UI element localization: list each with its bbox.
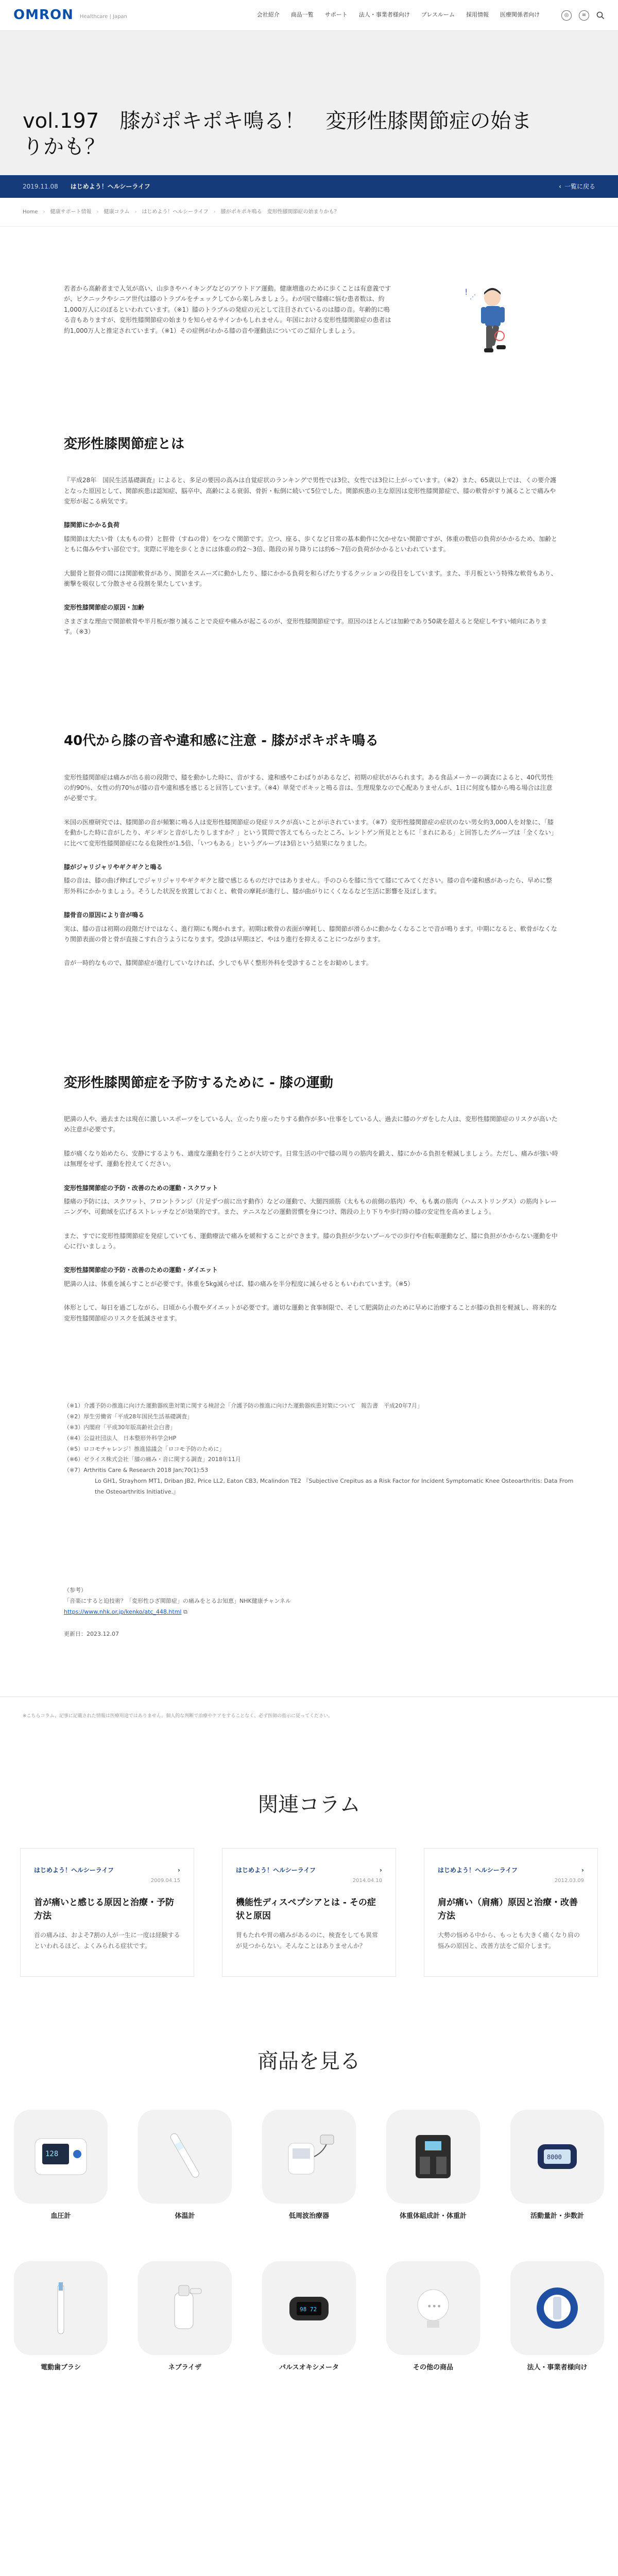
article-body xyxy=(41,283,577,1640)
card-header xyxy=(438,1865,584,1875)
breadcrumb-health-column[interactable]: 健康コラム xyxy=(104,209,130,215)
chevron-right-icon: › xyxy=(178,1866,180,1874)
nav-item-business[interactable]: 法人・事業者様向け xyxy=(358,11,410,19)
section-heading: 変形性膝関節症を予防するために - 膝の運動 xyxy=(64,1075,333,1091)
paragraph: 膝関節は大たい骨（太ももの骨）と脛骨（すねの骨）をつなぐ関節です。立つ、座る、歩くなど日常の基本動作に欠かせない関節ですが、体重の数倍の負荷がかかるため、加齢とともに傷みやすい部位です。実際に平地を歩くときには体重の約2〜3倍、階段の昇り降りには約6〜7倍の負荷がかかるといわれています。 xyxy=(64,535,558,553)
product-thermometer[interactable] xyxy=(138,2110,232,2222)
products-grid xyxy=(0,2110,618,2374)
subheading: 膝関節にかかる負荷 xyxy=(64,521,120,529)
chevron-left-icon: ‹ xyxy=(559,182,561,190)
paragraph: 膝の音は、膝の曲げ伸ばしでジャリジャリやギクギクと膝で感じるものだけではありません。手のひらを膝に当てて膝にてみてください。膝の音や違和感があったら、早めに整形外科にかかりましょう。そうした状況を放置しておくと、軟骨の摩耗が進行し、膝が曲がりにくくなるなど生活に影響を及ぼします。 xyxy=(64,877,553,895)
product-label: 活動量計・歩数計 xyxy=(530,2212,584,2220)
card-date: 2014.04.10 xyxy=(352,1878,382,1884)
page-title: vol.197 膝がポキポキ鳴る！ 変形性膝関節症の始まりかも？ xyxy=(23,109,532,159)
card-title: 首が痛いと感じる原因と治療・予防方法 xyxy=(34,1897,174,1921)
related-card[interactable] xyxy=(222,1848,396,1977)
product-label: 法人・事業者様向け xyxy=(527,2363,588,2371)
nav-item-medical[interactable]: 医療関係者向け xyxy=(500,11,540,19)
header-icons xyxy=(561,10,605,21)
disclaimer-text: ※こちらコラム、記事に記載された情報は医療用途ではありません。個人的な判断で治療やケアをすることなく、必ず医師の指示に従ってください。 xyxy=(23,1713,333,1719)
card-title: 肩が痛い（肩痛）原因と治療・改善方法 xyxy=(438,1897,578,1921)
product-label: 体温計 xyxy=(175,2212,195,2220)
product-label: 低周波治療器 xyxy=(288,2212,329,2220)
sources-text: 「音楽にすると迫技術？「変形性ひざ関節症」の痛みをとるお知恵」NHK健康チャンネル xyxy=(64,1597,291,1604)
related-cards xyxy=(0,1848,618,1977)
subheading: 変形性膝関節症の予防・改善のための運動・スクワット xyxy=(64,1184,218,1192)
reference-item: （※5）ロコモチャレンジ！推進協議会「ロコモ予防のために」 xyxy=(64,1445,225,1452)
subheading: 変形性膝関節症の予防・改善のための運動・ダイエット xyxy=(64,1266,218,1274)
updated-date: 更新日：2023.12.07 xyxy=(64,1630,119,1637)
electric-toothbrush-icon xyxy=(14,2261,108,2355)
product-pedometer[interactable] xyxy=(510,2110,604,2222)
product-label: ネブライザ xyxy=(168,2363,202,2371)
subheading: 膝がジャリジャリやギクギクと鳴る xyxy=(64,863,163,871)
paragraph: 実は、膝の音は初期の段階だけではなく、進行期にも聞かれます。初期は軟骨の表面が摩耗し、膝関節が滑らかに動かなくなることで音が鳴ります。中期になると、軟骨がなくなり関節表面の骨と骨が直接こすれ合うようになります。受診は早期ほど、やはり進行を抑えることにつながります。 xyxy=(64,925,557,943)
breadcrumb-separator-icon: › xyxy=(213,209,216,215)
svg-text:•••: ••• xyxy=(427,2301,442,2311)
product-pulse-oximeter[interactable] xyxy=(262,2261,356,2374)
paragraph: 肥満の人は、体重を減らすことが必要です。体重を5kg減らせば、膝の痛みを半分程度に減らせるともいわれています。（※5） xyxy=(64,1280,414,1287)
sources-label: （参考） xyxy=(64,1587,87,1594)
back-to-list-label: 一覧に戻る xyxy=(564,182,595,190)
product-label: 電動歯ブラシ xyxy=(40,2363,81,2371)
reference-item: （※4）公益社団法人 日本整形外科学会HP xyxy=(64,1434,177,1442)
back-to-list-link[interactable] xyxy=(559,181,595,192)
menu-icon[interactable]: ≡ xyxy=(579,10,589,21)
nebulizer-icon xyxy=(138,2261,232,2355)
product-label: 体重体組成計・体重計 xyxy=(399,2212,467,2220)
section-what-is-oa xyxy=(64,433,577,637)
section-knee-sounds xyxy=(64,730,577,968)
breadcrumb-health-support[interactable]: 健康サポート情報 xyxy=(50,209,92,215)
logo-subtitle: Healthcare | Japan xyxy=(79,14,127,20)
reference-item: （※3）内閣府「平成30年版高齢社会白書」 xyxy=(64,1423,176,1431)
breadcrumb-current: 膝がポキポキ鳴る 変形性膝関節症の始まりかも？ xyxy=(220,209,339,215)
card-excerpt: 大勢の悩める中から、もっとも大きく痛くなり肩の悩みの原因と、改善方法をご紹介します。 xyxy=(438,1931,580,1950)
body-composition-scale-icon xyxy=(386,2110,480,2204)
product-label: 血圧計 xyxy=(50,2212,71,2220)
svg-text:!: ! xyxy=(465,287,468,297)
card-title: 機能性ディスペプシアとは - その症状と原因 xyxy=(236,1897,376,1921)
section-heading: 変形性膝関節症とは xyxy=(64,436,185,452)
products-section xyxy=(0,2044,618,2404)
paragraph: 膝痛の予防には、スクワット、フロントランジ（片足ずつ前に出す動作）などの運動で、大腿四頭筋（太ももの前側の筋肉）や、もも裏の筋肉（ハムストリングス）の筋肉トレーニングや、可動域を広げるストレッチなどが効果的です。また、テニスなどの運動習慣を身につけ、階段の上り下りや歩行時の膝の安定性を高めましょう。 xyxy=(64,1197,557,1216)
nav-item-company[interactable]: 会社紹介 xyxy=(256,11,280,19)
low-frequency-therapy-icon xyxy=(262,2110,356,2204)
nav-item-press[interactable]: プレスルーム xyxy=(421,11,455,19)
card-header xyxy=(34,1865,180,1875)
intro-text: 若者から高齢者まで人気が高い、山歩きやハイキングなどのアウトドア運動。健康増進のために歩くことは有意義ですが、ピクニックやシニア世代は膝のトラブルをチェックしてから楽しみましょう。わが国で膝痛に悩む患者数は、約1,000万人にのぼるといわれています。（※1）膝のトラブルの発症の元として注目されているのは膝の音。年齢的に鳴る音もありますが、変形性膝関節症の始まりを知らせるサインかもしれません。年国における変形性膝関節症の患者は約1,000万人と推定されています。（※1）その症例がわかる膝の音や運動法についてのご紹介しましょう。 xyxy=(64,285,391,334)
product-label: パルスオキシメータ xyxy=(279,2363,339,2371)
reference-item: Lo GH1, Strayhorn MT1, Driban JB2, Price LL2, Eaton CB3, Mcalindon TE2 『Subjective Crepitus as a Risk Factor for Incident Symptomatic Knee Osteoarthritis: Data From the Osteoarthritis Initiative.』 xyxy=(95,1478,574,1496)
product-others[interactable] xyxy=(386,2261,480,2374)
breadcrumb-home[interactable]: Home xyxy=(23,209,38,215)
omron-logo[interactable]: OMRON xyxy=(13,7,74,23)
product-business[interactable] xyxy=(510,2261,604,2374)
breadcrumb xyxy=(0,198,618,227)
card-excerpt: 胃もたれや胃の痛みがあるのに、検査をしても異常が見つからない。そんなことはありませんか？ xyxy=(236,1931,379,1950)
breadcrumb-separator-icon: › xyxy=(96,209,99,215)
paragraph: 音が一時的なもので、膝関節症が進行していなければ、少しでも早く整形外科を受診することをお勧めします。 xyxy=(64,959,372,967)
related-card[interactable] xyxy=(20,1848,194,1977)
product-blood-pressure[interactable] xyxy=(14,2110,108,2222)
pedometer-icon xyxy=(510,2110,604,2204)
section-prevention-exercise xyxy=(64,1072,577,1324)
card-excerpt: 首の痛みは、およそ7割の人が一生に一度は経験するといわれるほど、よくみられる症状です。 xyxy=(34,1931,180,1950)
paragraph: また、すでに変形性膝関節症を発症していても、運動療法で痛みを緩和することができます。膝の負担が少ないプールでの歩行や自転車運動など、膝に負担がかからない運動を中心に行いましょう。 xyxy=(64,1232,558,1250)
related-card[interactable] xyxy=(424,1848,598,1977)
main-nav xyxy=(257,10,605,21)
paragraph: 膝が痛くなり始めたら、安静にするよりも、適度な運動を行うことが大切です。日常生活の中で膝の周りの筋肉を鍛え、膝にかかる負担を軽減しましょう。ただし、痛みが強い時は無理をせず、運動を控えてください。 xyxy=(64,1149,558,1168)
reference-item: （※6）ゼライス株式会社「膝の痛み・音に関する調査」2018年11月 xyxy=(64,1456,241,1463)
search-icon[interactable] xyxy=(596,10,605,21)
nav-item-support[interactable]: サポート xyxy=(324,11,348,19)
chevron-right-icon: › xyxy=(380,1866,382,1874)
intro-block xyxy=(64,283,577,361)
references-list xyxy=(64,1401,577,1498)
breadcrumb-separator-icon: › xyxy=(43,209,45,215)
site-header xyxy=(0,0,618,31)
paragraph: 大腿骨と脛骨の間には関節軟骨があり、関節をスムーズに動かしたり、膝にかかる負荷を和らげたりするクッションの役目をしています。また、半月板という特殊な軟骨もあり、衝撃を吸収して分散させる役割を果たしています。 xyxy=(64,569,557,587)
article-date: 2019.11.08 xyxy=(23,182,58,190)
card-category: はじめよう！ヘルシーライフ xyxy=(438,1866,518,1874)
reference-item: （※2）厚生労働省「平成28年国民生活基礎調査」 xyxy=(64,1413,193,1420)
svg-text:8000: 8000 xyxy=(547,2153,562,2161)
reference-item: （※7）Arthritis Care & Research 2018 Jan;70(1):53 xyxy=(64,1467,209,1474)
subheading: 膝骨音の原因により音が鳴る xyxy=(64,911,145,919)
card-date: 2012.03.09 xyxy=(554,1878,584,1884)
nhk-source-link[interactable]: https://www.nhk.or.jp/kenko/atc_448.html xyxy=(64,1608,182,1615)
thermometer-icon xyxy=(138,2110,232,2204)
svg-text:⋰: ⋰ xyxy=(470,293,476,300)
other-products-icon xyxy=(386,2261,480,2355)
article-category[interactable]: はじめよう！ヘルシーライフ xyxy=(70,182,150,190)
reference-item: （※1）介護予防の推進に向けた運動器疾患対策に関する検討会「介護予防の推進に向けた運動器疾患対策について 報告書 平成20年7月」 xyxy=(64,1402,423,1410)
svg-text:128: 128 xyxy=(45,2149,59,2158)
business-products-icon xyxy=(510,2261,604,2355)
pulse-oximeter-icon xyxy=(262,2261,356,2355)
external-link-icon: ⧉ xyxy=(183,1608,187,1615)
paragraph: 肥満の人や、過去または現在に激しいスポーツをしている人、立ったり座ったりする動作が多い仕事をしている人、過去に膝のケガをした人は、変形性膝関節症のリスクが高いため注意が必要です。 xyxy=(64,1115,558,1133)
nav-item-products[interactable]: 商品一覧 xyxy=(290,11,314,19)
paragraph: さまざまな理由で関節軟骨や半月板が擦り減ることで炎症や痛みが起こるのが、変形性膝関節症です。原因のほとんどは加齢であり50歳を超えると発症しやすい傾向にあります。（※3） xyxy=(64,617,547,636)
paragraph: 体形として、毎日を過ごしながら、日頃から小腹やダイエットが必要です。適切な運動と食事制限で、そして肥満防止のために早めに治療することが膝の負担を軽減し、将来的な変形性膝関節症のリスクを低減させます。 xyxy=(64,1304,557,1322)
notice-block xyxy=(0,1697,618,1720)
sources-block xyxy=(64,1585,577,1640)
blood-pressure-monitor-icon xyxy=(14,2110,108,2204)
product-label: その他の商品 xyxy=(413,2363,453,2371)
paragraph: 変形性膝関節症は痛みが出る前の段階で、膝を動かした時に、音がする、違和感やこわばりがあるなど、初期の症状がみられます。ある食品メーカーの調査によると、40代男性の約90％、女性の約70％が膝の音や違和感を感じると回答しています。（※4）単発でポキッと鳴る音は、生理現象なので心配ありませんが、1日に何度も膝から鳴る場合は注意が必要です。 xyxy=(64,773,553,802)
card-category: はじめよう！ヘルシーライフ xyxy=(34,1866,114,1874)
paragraph: 米国の医療研究では、膝関節の音が頻繁に鳴る人は変形性膝関節症の発症リスクが高いことが示されています。（※7）変形性膝関節症の症状のない男女約3,000人を対象に、「膝を動かした時に音がしたり、ギシギシと音がしたりしますか？」という質問で答えてもらったところ、レントゲン所見とともに「まれにある」と回答したグループは「全くない」に比べて変形性膝関節症になる危険性が1.5倍、「いつもある」というグループは3倍という結果になりました。 xyxy=(64,818,558,847)
nav-item-recruit[interactable]: 採用情報 xyxy=(466,11,489,19)
section-heading: 40代から膝の音や違和感に注意 - 膝がポキポキ鳴る xyxy=(64,733,379,749)
product-body-composition[interactable] xyxy=(386,2110,480,2222)
products-heading: 商品を見る xyxy=(258,2049,360,2073)
related-columns-section xyxy=(0,1787,618,1977)
card-category: はじめよう！ヘルシーライフ xyxy=(236,1866,316,1874)
paragraph: 『平成28年 国民生活基礎調査』によると、多足の要因の高みは自覚症状のランキングで男性では3位、女性では3位に上がっています。（※2）また、65歳以上では、くの要介護となった原因として、関節疾患は認知症、脳卒中、高齢による衰弱、骨折・転倒に続いて5位でした。関節疾患の主な原因は変形性膝関節症で、膝の軟骨がすり減ることで痛みや変形が起こる病気です。 xyxy=(64,477,557,505)
breadcrumb-healthy-life[interactable]: はじめよう！ヘルシーライフ xyxy=(142,209,209,215)
product-tens[interactable] xyxy=(262,2110,356,2222)
chevron-right-icon: › xyxy=(581,1866,584,1874)
related-columns-heading: 関連コラム xyxy=(258,1792,360,1817)
knee-pain-illustration xyxy=(460,283,538,361)
breadcrumb-separator-icon: › xyxy=(134,209,137,215)
product-nebulizer[interactable] xyxy=(138,2261,232,2374)
card-header xyxy=(236,1865,382,1875)
article-meta-bar xyxy=(0,175,618,198)
card-date: 2009.04.15 xyxy=(150,1878,180,1884)
subheading: 変形性膝関節症の原因・加齢 xyxy=(64,604,145,612)
article-title-band xyxy=(0,31,618,175)
product-toothbrush[interactable] xyxy=(14,2261,108,2374)
svg-text:98 72: 98 72 xyxy=(300,2306,317,2313)
globe-icon[interactable]: ◎ xyxy=(561,10,572,21)
